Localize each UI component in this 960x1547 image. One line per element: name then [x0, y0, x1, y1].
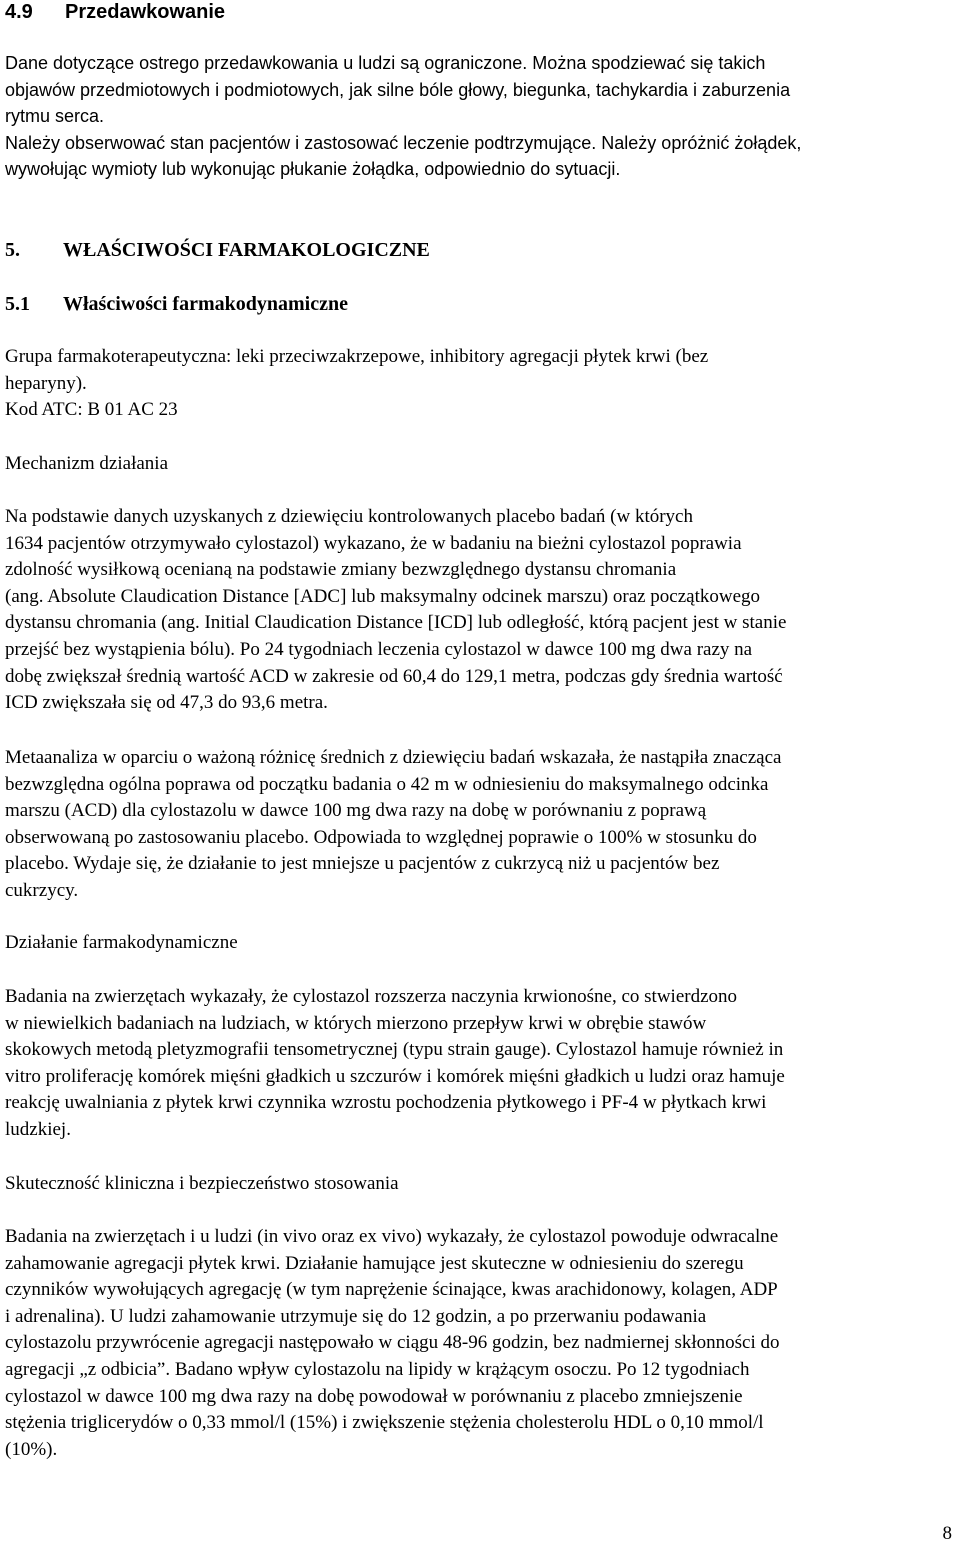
section-4-9-heading — [5, 0, 225, 24]
text-line: Metaanaliza w oparciu o ważoną różnicę średnich z dziewięciu badań wskazała, że nastąpiła znacząca — [5, 747, 782, 768]
text-line: (ang. Absolute Claudication Distance [ADC] lub maksymalny odcinek marszu) oraz początkowego — [5, 585, 761, 607]
meta-analysis-paragraph — [5, 745, 955, 905]
section-5-heading — [5, 238, 430, 262]
pharmacodynamic-heading — [5, 930, 955, 957]
text-line: i adrenalina). U ludzi zahamowanie utrzymuje się do 12 godzin, a po przerwaniu podawania — [5, 1305, 707, 1327]
text-line: objawów przedmiotowych i podmiotowych, jak silne bóle głowy, biegunka, tachykardia i zaburzenia — [5, 79, 791, 100]
text-line: czynników wywołujących agregację (w tym naprężenie ścinające, kwas arachidonowy, kolagen, ADP — [5, 1279, 778, 1301]
text-line: stężenia triglicerydów o 0,33 mmol/l (15%) i zwiększenie stężenia cholesterolu HDL o 0,10 mmol/l — [5, 1412, 764, 1434]
text-line: Badania na zwierzętach wykazały, że cylostazol rozszerza naczynia krwionośne, co stwierdzono — [5, 986, 738, 1007]
text-line: vitro proliferację komórek mięśni gładkich u szczurów i komórek mięśni gładkich u ludzi oraz hamuje — [5, 1065, 785, 1087]
text-line: rytmu serca. — [5, 106, 105, 126]
text-line: dobę zwiększał średnią wartość ACD w zakresie od 60,4 do 129,1 metra, podczas gdy średnia wartość — [5, 665, 783, 687]
text-line: skokowych metodą pletyzmografii tensometrycznej (typu strain gauge). Cylostazol hamuje również in — [5, 1039, 784, 1061]
text-line: Grupa farmakoterapeutyczna: leki przeciwzakrzepowe, inhibitory agregacji płytek krwi (bez — [5, 346, 709, 367]
section-number: 5.1 — [5, 293, 30, 315]
text-line: Dane dotyczące ostrego przedawkowania u ludzi są ograniczone. Można spodziewać się takich — [5, 53, 766, 73]
page-number: 8 — [942, 1523, 952, 1544]
text-line: zdolność wysiłkową ocenianą na podstawie zmiany bezwzględnego dystansu chromania — [5, 559, 677, 581]
text-line: (10%). — [5, 1438, 58, 1460]
text-line: przejść bez wystąpienia bólu). Po 24 tygodniach leczenia cylostazol w dawce 100 mg dwa razy na — [5, 638, 753, 660]
pharmacotherapeutic-group — [5, 344, 955, 424]
text-line: dystansu chromania (ang. Initial Claudication Distance [ICD] lub odległość, którą pacjent jest w stanie — [5, 612, 787, 634]
subheading: Działanie farmakodynamiczne — [5, 932, 238, 953]
section-number: 4.9 — [5, 1, 33, 23]
subheading: Mechanizm działania — [5, 453, 169, 474]
atc-code: Kod ATC: B 01 AC 23 — [5, 399, 178, 421]
text-line: cylostazolu przywrócenie agregacji następowało w ciągu 48-96 godzin, bez nadmiernej skłonności do — [5, 1332, 780, 1354]
text-line: ICD zwiększała się od 47,3 do 93,6 metra. — [5, 692, 328, 714]
text-line: Należy obserwować stan pacjentów i zastosować leczenie podtrzymujące. Należy opróżnić żołądek, — [5, 132, 802, 153]
text-line: Na podstawie danych uzyskanych z dziewięciu kontrolowanych placebo badań (w których — [5, 506, 693, 527]
text-line: heparyny). — [5, 372, 87, 394]
subheading: Skuteczność kliniczna i bezpieczeństwo stosowania — [5, 1173, 399, 1194]
section-title: Przedawkowanie — [65, 1, 226, 23]
text-line: bezwzględna ogólna poprawa od początku badania o 42 m w odniesieniu do maksymalnego odcinka — [5, 773, 769, 795]
pharmacodynamic-paragraph — [5, 984, 955, 1144]
text-line: 1634 pacjentów otrzymywało cylostazol) wykazano, że w badaniu na bieżni cylostazol poprawia — [5, 532, 742, 554]
text-line: reakcję uwalniania z płytek krwi czynnika wzrostu pochodzenia płytkowego i PF-4 w płytkach krwi — [5, 1092, 767, 1114]
text-line: cukrzycy. — [5, 879, 79, 901]
text-line: agregacji „z odbicia”. Badano wpływ cylostazolu na lipidy w krążącym osoczu. Po 12 tygodniach — [5, 1358, 750, 1380]
text-line: ludzkiej. — [5, 1118, 71, 1140]
efficacy-safety-heading — [5, 1171, 955, 1198]
text-line: Badania na zwierzętach i u ludzi (in vivo oraz ex vivo) wykazały, że cylostazol powoduje odwracalne — [5, 1226, 779, 1247]
text-line: wywołując wymioty lub wykonując płukanie żołądka, odpowiednio do sytuacji. — [5, 159, 621, 179]
section-title: Właściwości farmakodynamiczne — [63, 293, 348, 315]
text-line: w niewielkich badaniach na ludziach, w których mierzono przepływ krwi w obrębie stawów — [5, 1012, 707, 1034]
section-5-1-heading — [5, 292, 348, 316]
text-line: placebo. Wydaje się, że działanie to jest mniejsze u pacjentów z cukrzycą niż u pacjentów bez — [5, 853, 720, 875]
mechanism-heading — [5, 451, 955, 478]
text-line: obserwowaną po zastosowaniu placebo. Odpowiada to względnej poprawie o 100% w stosunku do — [5, 826, 757, 848]
text-line: cylostazol w dawce 100 mg dwa razy na dobę powodował w porównaniu z placebo zmniejszenie — [5, 1385, 743, 1407]
text-line: marszu (ACD) dla cylostazolu w dawce 100 mg dwa razy na dobę w porównaniu z poprawą — [5, 800, 707, 822]
overdose-paragraph — [5, 50, 955, 183]
mechanism-paragraph — [5, 504, 955, 717]
efficacy-safety-paragraph — [5, 1224, 955, 1463]
section-title: WŁAŚCIWOŚCI FARMAKOLOGICZNE — [63, 239, 430, 261]
section-number: 5. — [5, 239, 20, 261]
text-line: zahamowanie agregacji płytek krwi. Działanie hamujące jest skuteczne w odniesieniu do szeregu — [5, 1252, 744, 1274]
